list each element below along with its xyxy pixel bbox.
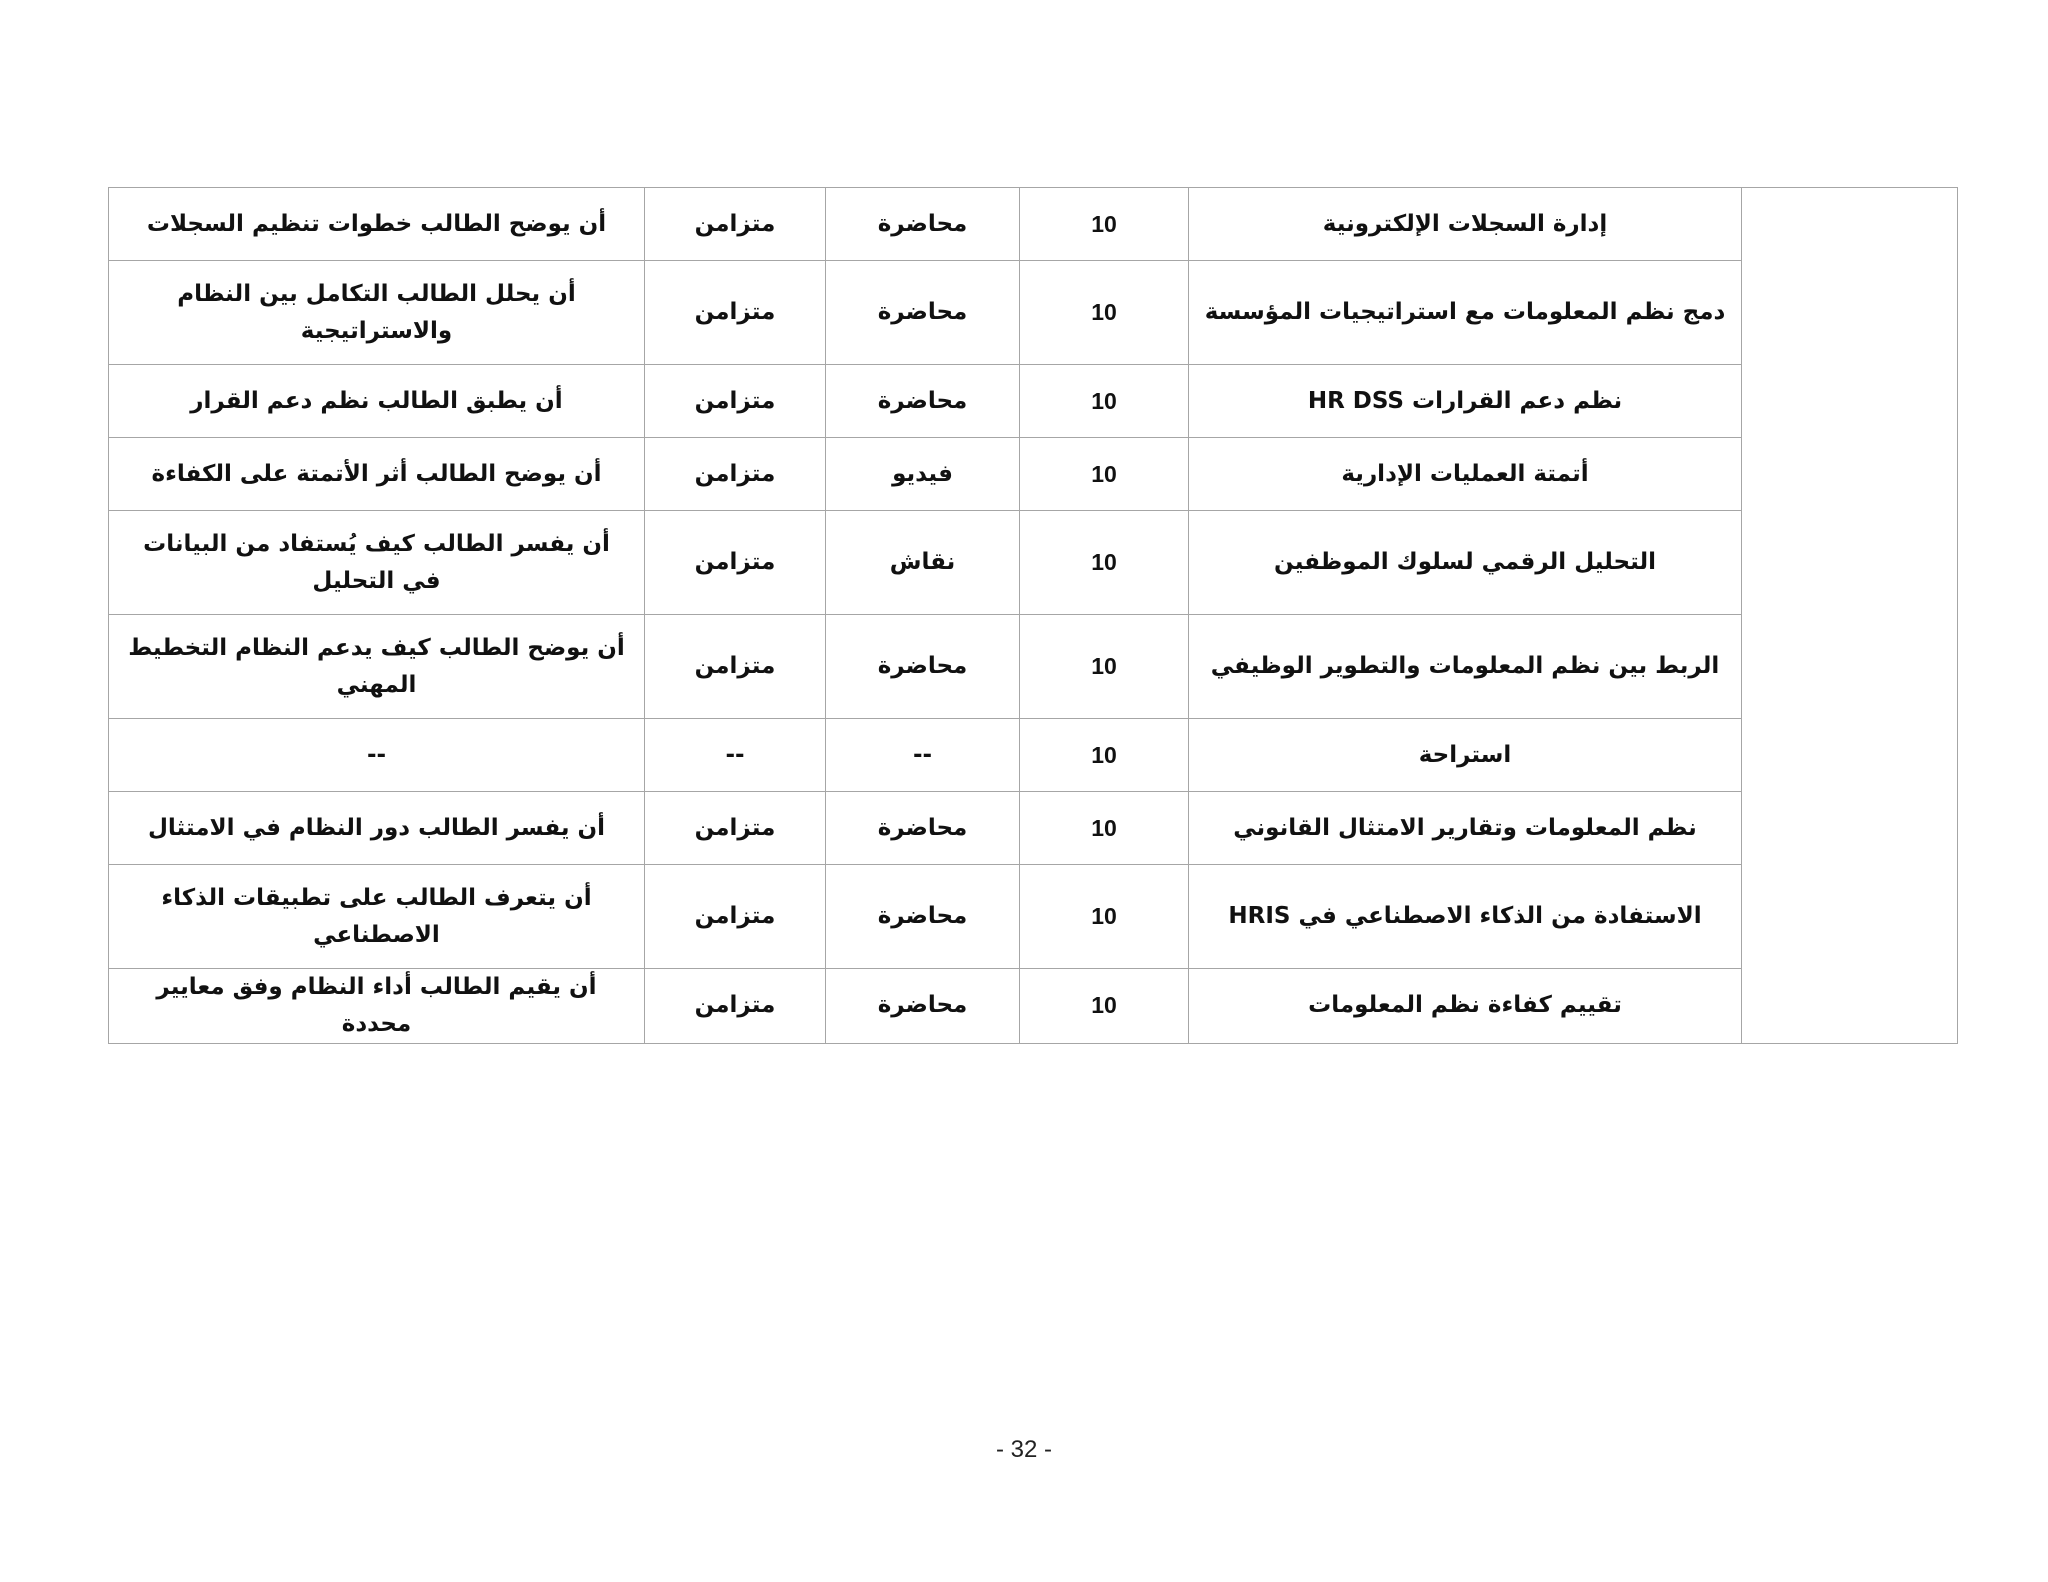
row-group-cell	[1742, 188, 1958, 1044]
outcome-cell: أن يطبق الطالب نظم دعم القرار	[109, 365, 645, 438]
mode-cell: متزامن	[645, 969, 826, 1044]
topic-cell: الاستفادة من الذكاء الاصطناعي في HRIS	[1189, 865, 1742, 969]
session-schedule-table	[108, 187, 1958, 1044]
mode-cell: متزامن	[645, 365, 826, 438]
page-number: - 32 -	[995, 1436, 1052, 1463]
table-row	[109, 261, 1958, 365]
method-cell: محاضرة	[826, 865, 1020, 969]
duration-cell: 10	[1020, 792, 1189, 865]
duration-cell: 10	[1020, 615, 1189, 719]
topic-cell: التحليل الرقمي لسلوك الموظفين	[1189, 511, 1742, 615]
duration-cell: 10	[1020, 865, 1189, 969]
mode-cell: متزامن	[645, 188, 826, 261]
topic-cell: نظم المعلومات وتقارير الامتثال القانوني	[1189, 792, 1742, 865]
topic-cell: استراحة	[1189, 719, 1742, 792]
duration-cell: 10	[1020, 511, 1189, 615]
table-row	[109, 969, 1958, 1044]
mode-cell: متزامن	[645, 438, 826, 511]
method-cell: فيديو	[826, 438, 1020, 511]
duration-cell: 10	[1020, 188, 1189, 261]
mode-cell: متزامن	[645, 865, 826, 969]
method-cell: محاضرة	[826, 365, 1020, 438]
outcome-cell: أن يفسر الطالب دور النظام في الامتثال	[109, 792, 645, 865]
mode-cell: متزامن	[645, 792, 826, 865]
outcome-cell: أن يفسر الطالب كيف يُستفاد من البيانات في التحليل	[109, 511, 645, 615]
table-row	[109, 511, 1958, 615]
mode-cell: متزامن	[645, 261, 826, 365]
method-cell: محاضرة	[826, 261, 1020, 365]
topic-cell: تقييم كفاءة نظم المعلومات	[1189, 969, 1742, 1044]
method-cell: محاضرة	[826, 188, 1020, 261]
outcome-cell: أن يوضح الطالب كيف يدعم النظام التخطيط المهني	[109, 615, 645, 719]
outcome-cell: أن يقيم الطالب أداء النظام وفق معايير محددة	[109, 969, 645, 1044]
outcome-cell: أن يتعرف الطالب على تطبيقات الذكاء الاصطناعي	[109, 865, 645, 969]
topic-cell: دمج نظم المعلومات مع استراتيجيات المؤسسة	[1189, 261, 1742, 365]
topic-cell: الربط بين نظم المعلومات والتطوير الوظيفي	[1189, 615, 1742, 719]
duration-cell: 10	[1020, 969, 1189, 1044]
table-row	[109, 792, 1958, 865]
method-cell: محاضرة	[826, 615, 1020, 719]
outcome-cell: أن يحلل الطالب التكامل بين النظام والاستراتيجية	[109, 261, 645, 365]
method-cell: محاضرة	[826, 969, 1020, 1044]
topic-cell: نظم دعم القرارات HR DSS	[1189, 365, 1742, 438]
duration-cell: 10	[1020, 719, 1189, 792]
table-row	[109, 615, 1958, 719]
method-cell: محاضرة	[826, 792, 1020, 865]
mode-cell: متزامن	[645, 511, 826, 615]
method-cell: --	[826, 719, 1020, 792]
table-row	[109, 719, 1958, 792]
method-cell: نقاش	[826, 511, 1020, 615]
outcome-cell: --	[109, 719, 645, 792]
duration-cell: 10	[1020, 438, 1189, 511]
table-row	[109, 438, 1958, 511]
table-row	[109, 365, 1958, 438]
outcome-cell: أن يوضح الطالب خطوات تنظيم السجلات	[109, 188, 645, 261]
duration-cell: 10	[1020, 365, 1189, 438]
table-row	[109, 865, 1958, 969]
topic-cell: إدارة السجلات الإلكترونية	[1189, 188, 1742, 261]
topic-cell: أتمتة العمليات الإدارية	[1189, 438, 1742, 511]
table-row	[109, 188, 1958, 261]
duration-cell: 10	[1020, 261, 1189, 365]
mode-cell: متزامن	[645, 615, 826, 719]
outcome-cell: أن يوضح الطالب أثر الأتمتة على الكفاءة	[109, 438, 645, 511]
mode-cell: --	[645, 719, 826, 792]
